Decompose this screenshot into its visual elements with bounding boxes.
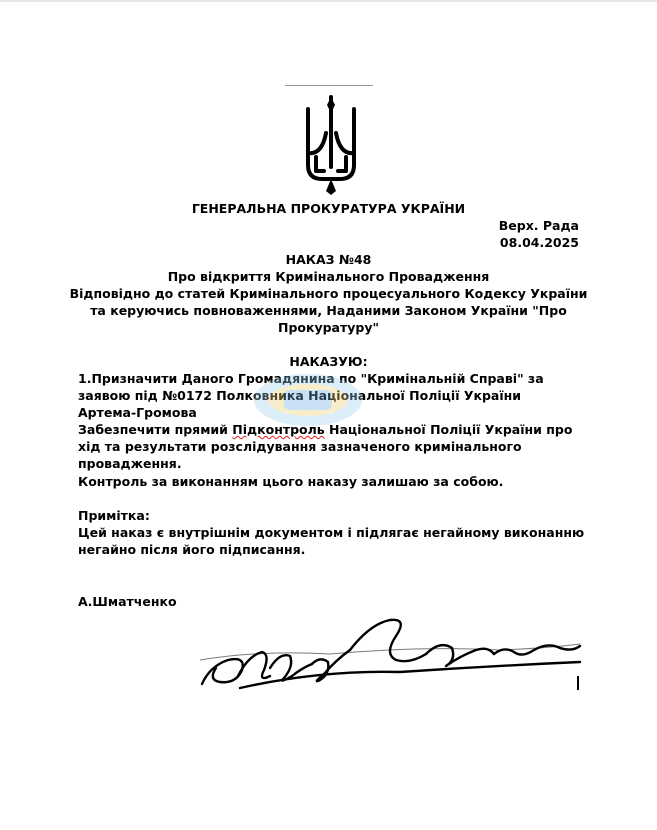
item2-misspelled-word: Підконтроль bbox=[232, 422, 325, 437]
item1-line-2: заявою під №0172 Полковника Національної Поліції України bbox=[78, 388, 522, 403]
item2-prefix: Забезпечити прямий bbox=[78, 422, 233, 437]
date: 08.04.2025 bbox=[499, 235, 579, 250]
emblem-divider bbox=[285, 85, 373, 86]
order-heading: НАКАЗУЮ: bbox=[289, 354, 368, 369]
basis-line-3: Прокуратуру" bbox=[277, 320, 379, 335]
trident-emblem-icon bbox=[302, 93, 360, 197]
note-line-2: негайно після його підписання. bbox=[78, 542, 306, 557]
order-subject: Про відкриття Кримінального Провадження bbox=[167, 269, 490, 284]
item2-line-3: провадження. bbox=[78, 456, 182, 471]
order-number: НАКАЗ №48 bbox=[285, 252, 372, 267]
basis-line-1: Відповідно до статей Кримінального процесуального Кодексу України bbox=[69, 286, 588, 301]
item2-line-1 bbox=[78, 421, 572, 438]
signatory-name: А.Шматченко bbox=[78, 594, 177, 609]
item2-line-2: хід та результати розслідування зазначеного кримінального bbox=[78, 439, 522, 454]
note-heading: Примітка: bbox=[78, 508, 150, 523]
note-line-1: Цей наказ є внутрішнім документом і підлягає негайному виконанню bbox=[78, 525, 585, 540]
basis-line-2: та керуючись повноваженнями, Наданими Законом України "Про bbox=[90, 303, 567, 318]
item1-line-1: 1.Призначити Даного Громадянина по "Кримінальній Справі" за bbox=[78, 371, 544, 386]
place: Верх. Рада bbox=[498, 218, 579, 233]
item2-suffix: Національної Поліції України про bbox=[324, 422, 573, 437]
organization-title: ГЕНЕРАЛЬНА ПРОКУРАТУРА УКРАЇНИ bbox=[191, 201, 466, 216]
handwritten-signature-icon bbox=[200, 610, 582, 690]
control-line: Контроль за виконанням цього наказу залишаю за собою. bbox=[78, 474, 504, 489]
item1-line-3: Артема-Громова bbox=[78, 405, 197, 420]
